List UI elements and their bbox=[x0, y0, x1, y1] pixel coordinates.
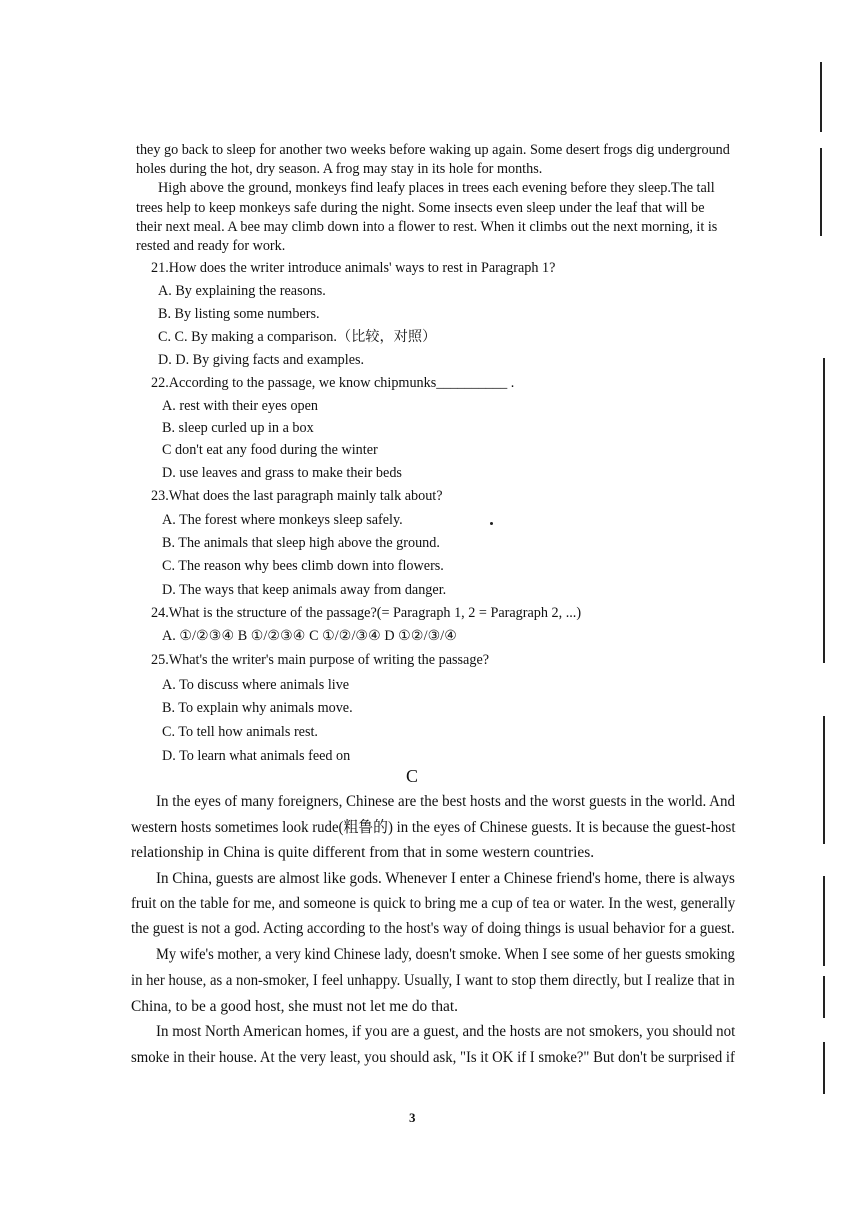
passage-b-line: High above the ground, monkeys find leafy places in trees each evening before they sleep.The tall bbox=[158, 180, 715, 196]
passage-c-line: My wife's mother, a very kind Chinese lady, doesn't smoke. When I see some of her guests smoking bbox=[156, 946, 735, 963]
passage-c-line: In the eyes of many foreigners, Chinese are the best hosts and the worst guests in the world. And bbox=[156, 793, 735, 810]
option-d: D. The ways that keep animals away from danger. bbox=[162, 582, 447, 598]
passage-c-line: smoke in their house. At the very least, you should ask, "Is it OK if I smoke?" But don't be surprised if bbox=[131, 1049, 735, 1066]
option-c: C. The reason why bees climb down into flowers. bbox=[162, 558, 444, 574]
passage-c-line: China, to be a good host, she must not let me do that. bbox=[131, 998, 459, 1015]
option-d: D. use leaves and grass to make their beds bbox=[162, 465, 402, 481]
scan-edge-mark bbox=[820, 148, 822, 236]
option-d: D. D. By giving facts and examples. bbox=[158, 352, 365, 368]
question-stem: 21.How does the writer introduce animals' ways to rest in Paragraph 1? bbox=[151, 260, 556, 276]
scan-edge-mark bbox=[823, 716, 825, 844]
section-heading: C bbox=[406, 766, 419, 786]
passage-c-line: western hosts sometimes look rude(粗鲁的) in the eyes of Chinese guests. It is because the guest-host bbox=[131, 819, 736, 836]
question-stem: 23.What does the last paragraph mainly talk about? bbox=[151, 488, 443, 504]
option-row: A. ①/②③④ B ①/②③④ C ①/②/③④ D ①②/③/④ bbox=[162, 628, 457, 644]
passage-b-line: rested and ready for work. bbox=[136, 238, 286, 254]
question-stem: 24.What is the structure of the passage?(= Paragraph 1, 2 = Paragraph 2, ...) bbox=[151, 605, 582, 621]
option-a: A. To discuss where animals live bbox=[162, 677, 350, 693]
option-d: D. To learn what animals feed on bbox=[162, 748, 351, 764]
scan-edge-mark bbox=[823, 1042, 825, 1094]
option-c: C. C. By making a comparison.（比较，对照） bbox=[158, 329, 437, 345]
passage-c-line: in her house, as a non-smoker, I feel unhappy. Usually, I want to stop them directly, but I realize that in bbox=[131, 972, 735, 989]
passage-c-line: fruit on the table for me, and someone is quick to bring me a cup of tea or water. In the west, generally bbox=[131, 895, 736, 912]
option-b: B. The animals that sleep high above the ground. bbox=[162, 535, 440, 551]
passage-b-line: their next meal. A bee may climb down into a flower to rest. When it climbs out the next morning, it is bbox=[136, 219, 718, 235]
scan-edge-mark bbox=[820, 62, 822, 132]
option-a: A. By explaining the reasons. bbox=[158, 283, 326, 299]
page-number: 3 bbox=[409, 1110, 416, 1125]
passage-b-line: they go back to sleep for another two weeks before waking up again. Some desert frogs dig underground bbox=[136, 142, 730, 158]
passage-b-line: holes during the hot, dry season. A frog may stay in its hole for months. bbox=[136, 161, 543, 177]
passage-b-line: trees help to keep monkeys safe during the night. Some insects even sleep under the leaf that will be bbox=[136, 200, 705, 216]
passage-c-line: the guest is not a god. Acting according to the host's way of doing things is usual behavior for a guest. bbox=[131, 920, 735, 937]
passage-c-line: relationship in China is quite different from that in some western countries. bbox=[131, 844, 595, 861]
option-b: B. sleep curled up in a box bbox=[162, 420, 314, 436]
option-b: B. To explain why animals move. bbox=[162, 700, 353, 716]
option-c: C don't eat any food during the winter bbox=[162, 442, 378, 458]
option-a: A. The forest where monkeys sleep safely. bbox=[162, 512, 403, 528]
scan-speck bbox=[490, 522, 493, 525]
passage-c-line: In most North American homes, if you are a guest, and the hosts are not smokers, you should not bbox=[156, 1023, 736, 1040]
passage-c-line: In China, guests are almost like gods. Whenever I enter a Chinese friend's home, there is always bbox=[156, 870, 735, 887]
question-stem: 22.According to the passage, we know chipmunks__________ . bbox=[151, 375, 515, 391]
scan-edge-mark bbox=[823, 358, 825, 663]
scan-edge-mark bbox=[823, 976, 825, 1018]
option-b: B. By listing some numbers. bbox=[158, 306, 320, 322]
option-a: A. rest with their eyes open bbox=[162, 398, 319, 414]
scan-edge-mark bbox=[823, 876, 825, 966]
question-stem: 25.What's the writer's main purpose of writing the passage? bbox=[151, 652, 490, 668]
option-c: C. To tell how animals rest. bbox=[162, 724, 318, 740]
